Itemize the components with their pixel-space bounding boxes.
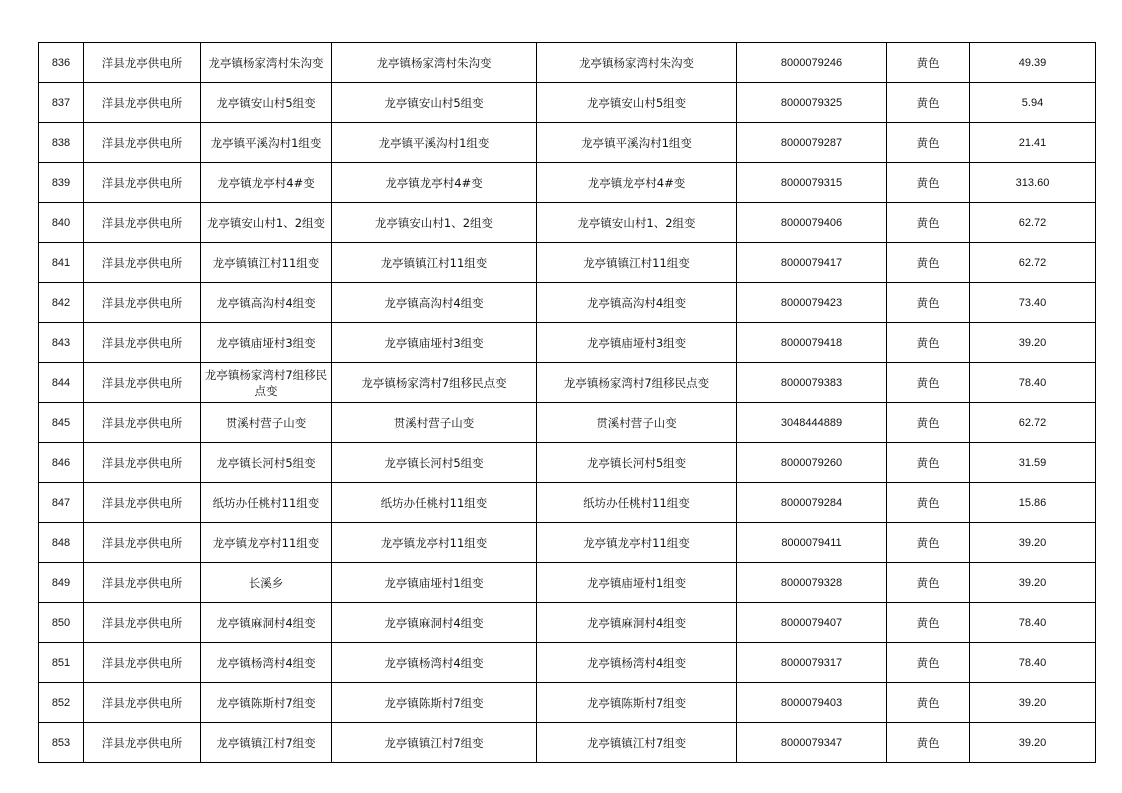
table-body [39,43,1096,763]
row-number-cell: 845 [39,403,84,443]
transformer-name-cell: 龙亭镇庙垭村3组变 [201,323,332,363]
transformer-name-cell: 长溪乡 [201,563,332,603]
table-row [39,323,1096,363]
transformer-name-cell: 龙亭镇杨湾村4组变 [201,643,332,683]
warning-level-cell: 黄色 [887,443,970,483]
warning-level-cell: 黄色 [887,403,970,443]
station-name-cell: 龙亭镇杨家湾村朱沟变 [332,43,537,83]
transformer-name-cell: 龙亭镇龙亭村11组变 [201,523,332,563]
line-name-cell: 龙亭镇庙垭村1组变 [537,563,737,603]
warning-level-cell: 黄色 [887,483,970,523]
station-name-cell: 龙亭镇庙垭村1组变 [332,563,537,603]
transformer-name-cell: 龙亭镇平溪沟村1组变 [201,123,332,163]
value-cell: 78.40 [970,363,1096,403]
transformer-name-cell: 龙亭镇高沟村4组变 [201,283,332,323]
line-name-cell: 贯溪村营子山变 [537,403,737,443]
warning-level-cell: 黄色 [887,723,970,763]
transformer-name-cell: 纸坊办任桃村11组变 [201,483,332,523]
line-name-cell: 龙亭镇杨家湾村朱沟变 [537,43,737,83]
station-name-cell: 龙亭镇镇江村7组变 [332,723,537,763]
station-name-cell: 龙亭镇安山村1、2组变 [332,203,537,243]
line-name-cell: 龙亭镇杨湾村4组变 [537,643,737,683]
warning-level-cell: 黄色 [887,83,970,123]
value-cell: 39.20 [970,723,1096,763]
account-number-cell: 8000079423 [737,283,887,323]
transformer-name-cell: 龙亭镇杨家湾村7组移民点变 [201,363,332,403]
account-number-cell: 8000079418 [737,323,887,363]
row-number-cell: 853 [39,723,84,763]
unit-cell: 洋县龙亭供电所 [84,443,201,483]
warning-level-cell: 黄色 [887,243,970,283]
account-number-cell: 8000079417 [737,243,887,283]
document-page [38,42,1095,763]
line-name-cell: 龙亭镇高沟村4组变 [537,283,737,323]
row-number-cell: 842 [39,283,84,323]
account-number-cell: 8000079407 [737,603,887,643]
table-row [39,243,1096,283]
unit-cell: 洋县龙亭供电所 [84,323,201,363]
warning-level-cell: 黄色 [887,643,970,683]
account-number-cell: 8000079403 [737,683,887,723]
table-row [39,363,1096,403]
transformer-name-cell: 龙亭镇龙亭村4#变 [201,163,332,203]
table-row [39,523,1096,563]
account-number-cell: 8000079328 [737,563,887,603]
table-row [39,643,1096,683]
account-number-cell: 8000079287 [737,123,887,163]
warning-level-cell: 黄色 [887,163,970,203]
unit-cell: 洋县龙亭供电所 [84,403,201,443]
account-number-cell: 8000079383 [737,363,887,403]
warning-level-cell: 黄色 [887,523,970,563]
value-cell: 313.60 [970,163,1096,203]
value-cell: 21.41 [970,123,1096,163]
table-row [39,723,1096,763]
line-name-cell: 龙亭镇长河村5组变 [537,443,737,483]
station-name-cell: 龙亭镇龙亭村11组变 [332,523,537,563]
station-name-cell: 龙亭镇杨湾村4组变 [332,643,537,683]
line-name-cell: 龙亭镇龙亭村11组变 [537,523,737,563]
value-cell: 62.72 [970,243,1096,283]
unit-cell: 洋县龙亭供电所 [84,523,201,563]
unit-cell: 洋县龙亭供电所 [84,723,201,763]
unit-cell: 洋县龙亭供电所 [84,363,201,403]
warning-level-cell: 黄色 [887,123,970,163]
warning-level-cell: 黄色 [887,43,970,83]
line-name-cell: 龙亭镇平溪沟村1组变 [537,123,737,163]
station-name-cell: 龙亭镇杨家湾村7组移民点变 [332,363,537,403]
row-number-cell: 852 [39,683,84,723]
table-row [39,483,1096,523]
warning-level-cell: 黄色 [887,603,970,643]
unit-cell: 洋县龙亭供电所 [84,203,201,243]
data-table [38,42,1096,763]
transformer-name-cell: 龙亭镇安山村5组变 [201,83,332,123]
account-number-cell: 3048444889 [737,403,887,443]
account-number-cell: 8000079315 [737,163,887,203]
unit-cell: 洋县龙亭供电所 [84,603,201,643]
row-number-cell: 836 [39,43,84,83]
warning-level-cell: 黄色 [887,563,970,603]
account-number-cell: 8000079317 [737,643,887,683]
account-number-cell: 8000079406 [737,203,887,243]
unit-cell: 洋县龙亭供电所 [84,43,201,83]
account-number-cell: 8000079347 [737,723,887,763]
transformer-name-cell: 贯溪村营子山变 [201,403,332,443]
transformer-name-cell: 龙亭镇杨家湾村朱沟变 [201,43,332,83]
value-cell: 73.40 [970,283,1096,323]
station-name-cell: 龙亭镇陈斯村7组变 [332,683,537,723]
account-number-cell: 8000079246 [737,43,887,83]
account-number-cell: 8000079325 [737,83,887,123]
row-number-cell: 840 [39,203,84,243]
row-number-cell: 837 [39,83,84,123]
line-name-cell: 龙亭镇安山村5组变 [537,83,737,123]
unit-cell: 洋县龙亭供电所 [84,483,201,523]
table-row [39,443,1096,483]
line-name-cell: 纸坊办任桃村11组变 [537,483,737,523]
table-row [39,283,1096,323]
unit-cell: 洋县龙亭供电所 [84,83,201,123]
table-row [39,603,1096,643]
unit-cell: 洋县龙亭供电所 [84,243,201,283]
value-cell: 15.86 [970,483,1096,523]
table-row [39,163,1096,203]
table-row [39,563,1096,603]
value-cell: 39.20 [970,523,1096,563]
transformer-name-cell: 龙亭镇镇江村7组变 [201,723,332,763]
transformer-name-cell: 龙亭镇麻洞村4组变 [201,603,332,643]
account-number-cell: 8000079411 [737,523,887,563]
unit-cell: 洋县龙亭供电所 [84,563,201,603]
table-row [39,43,1096,83]
line-name-cell: 龙亭镇陈斯村7组变 [537,683,737,723]
table-row [39,203,1096,243]
line-name-cell: 龙亭镇安山村1、2组变 [537,203,737,243]
row-number-cell: 843 [39,323,84,363]
line-name-cell: 龙亭镇镇江村11组变 [537,243,737,283]
row-number-cell: 848 [39,523,84,563]
line-name-cell: 龙亭镇镇江村7组变 [537,723,737,763]
row-number-cell: 849 [39,563,84,603]
transformer-name-cell: 龙亭镇长河村5组变 [201,443,332,483]
station-name-cell: 纸坊办任桃村11组变 [332,483,537,523]
account-number-cell: 8000079284 [737,483,887,523]
warning-level-cell: 黄色 [887,683,970,723]
value-cell: 62.72 [970,403,1096,443]
value-cell: 31.59 [970,443,1096,483]
station-name-cell: 龙亭镇高沟村4组变 [332,283,537,323]
row-number-cell: 844 [39,363,84,403]
warning-level-cell: 黄色 [887,323,970,363]
account-number-cell: 8000079260 [737,443,887,483]
transformer-name-cell: 龙亭镇陈斯村7组变 [201,683,332,723]
row-number-cell: 847 [39,483,84,523]
value-cell: 78.40 [970,643,1096,683]
transformer-name-cell: 龙亭镇安山村1、2组变 [201,203,332,243]
row-number-cell: 841 [39,243,84,283]
line-name-cell: 龙亭镇庙垭村3组变 [537,323,737,363]
table-row [39,403,1096,443]
value-cell: 39.20 [970,563,1096,603]
value-cell: 62.72 [970,203,1096,243]
line-name-cell: 龙亭镇麻洞村4组变 [537,603,737,643]
station-name-cell: 龙亭镇平溪沟村1组变 [332,123,537,163]
station-name-cell: 龙亭镇麻洞村4组变 [332,603,537,643]
station-name-cell: 龙亭镇庙垭村3组变 [332,323,537,363]
table-row [39,83,1096,123]
transformer-name-cell: 龙亭镇镇江村11组变 [201,243,332,283]
row-number-cell: 851 [39,643,84,683]
table-row [39,123,1096,163]
table-row [39,683,1096,723]
station-name-cell: 龙亭镇龙亭村4#变 [332,163,537,203]
row-number-cell: 839 [39,163,84,203]
line-name-cell: 龙亭镇杨家湾村7组移民点变 [537,363,737,403]
unit-cell: 洋县龙亭供电所 [84,643,201,683]
line-name-cell: 龙亭镇龙亭村4#变 [537,163,737,203]
warning-level-cell: 黄色 [887,203,970,243]
unit-cell: 洋县龙亭供电所 [84,123,201,163]
row-number-cell: 838 [39,123,84,163]
value-cell: 5.94 [970,83,1096,123]
station-name-cell: 贯溪村营子山变 [332,403,537,443]
value-cell: 49.39 [970,43,1096,83]
value-cell: 39.20 [970,323,1096,363]
station-name-cell: 龙亭镇镇江村11组变 [332,243,537,283]
warning-level-cell: 黄色 [887,283,970,323]
value-cell: 39.20 [970,683,1096,723]
unit-cell: 洋县龙亭供电所 [84,163,201,203]
row-number-cell: 846 [39,443,84,483]
station-name-cell: 龙亭镇长河村5组变 [332,443,537,483]
station-name-cell: 龙亭镇安山村5组变 [332,83,537,123]
warning-level-cell: 黄色 [887,363,970,403]
unit-cell: 洋县龙亭供电所 [84,283,201,323]
value-cell: 78.40 [970,603,1096,643]
unit-cell: 洋县龙亭供电所 [84,683,201,723]
row-number-cell: 850 [39,603,84,643]
